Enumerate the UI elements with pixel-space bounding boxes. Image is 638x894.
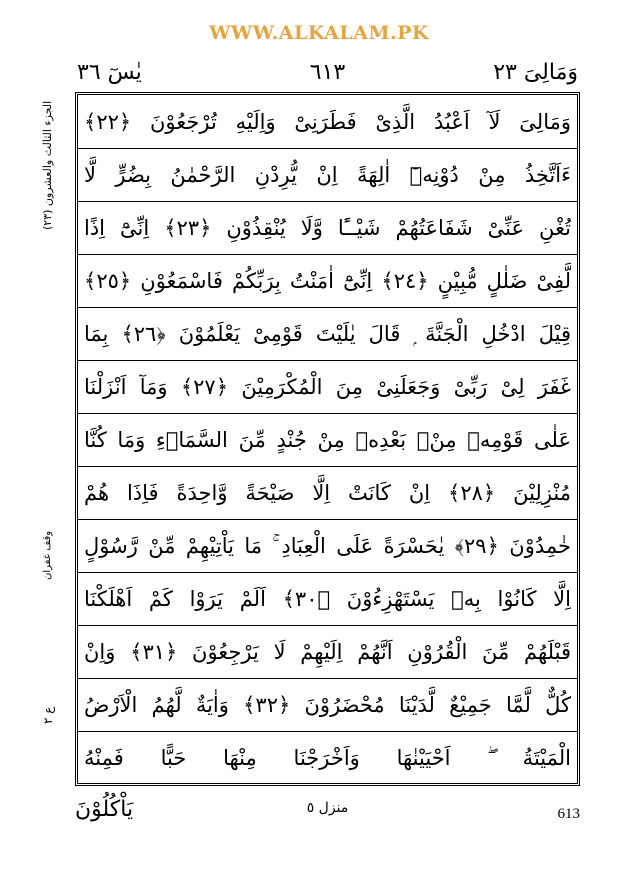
header-page-number: ٦١٣ — [309, 60, 346, 85]
text-line: الْمَیْتَةُ ۖ اَحْیَیْنٰهَا وَاَخْرَجْنَا مِنْهَا حَبًّا فَمِنْهُ — [84, 746, 571, 770]
quran-text-frame — [75, 92, 580, 786]
margin-ruku-mark: ع ٢ — [41, 706, 55, 724]
text-line: قِیْلَ ادْخُلِ الْجَنَّةَ ۭ قَالَ یٰلَیْتَ قَوْمِیْ يَعْلَمُوْنَ ﴿٢٦﴾ بِمَا — [84, 322, 571, 346]
text-line: قَبْلَهُمْ مِّنَ الْقُرُوْنِ اَنَّهُمْ اِلَیْهِمْ لَا یَرْجِعُوْنَ ﴿٣١﴾ وَاِنْ — [84, 640, 571, 664]
text-line: ءَاَتَّخِذُ مِنْ دُوْنِهٖٓ اٰلِهَةً اِنْ يُّرِدْنِ الرَّحْمٰنُ بِضُرٍّ لَّا — [84, 163, 571, 187]
site-url: WWW.ALKALAM.PK — [209, 22, 429, 44]
header-surah: يٰسٓ ٣٦ — [77, 60, 142, 85]
margin-juz-note: الجزء الثالث والعشرون (٢٣) — [41, 100, 54, 230]
text-line: لَّفِیْ ضَلٰلٍ مُّبِیْنٍ ﴿٢٤﴾ اِنِّیْٓ اٰمَنْتُ بِرَبِّكُمْ فَاسْمَعُوْنِ ﴿٢٥﴾ — [84, 269, 571, 293]
page-header — [75, 58, 580, 88]
text-line: كُلٌّ لَّمَّا جَمِیْعٌ لَّدَیْنَا مُحْضَرُوْنَ ﴿٣٢﴾ وَاٰیَةٌ لَّهُمُ الْاَرْضُ — [84, 693, 571, 717]
text-line: تُغْنِ عَنِّیْ شَفَاعَتُهُمْ شَیْــًٔا وَّلَا يُنْقِذُوْنِ ﴿٢٣﴾ اِنِّیْٓ اِذًا — [84, 216, 571, 240]
header-juz: وَمَالِیَ ٢٣ — [493, 60, 578, 85]
left-margin — [36, 70, 60, 770]
text-line: عَلٰی قَوْمِهٖ مِنْۢ بَعْدِهٖ مِنْ جُنْدٍ مِّنَ السَّمَاۗءِ وَمَا كُنَّا — [84, 428, 571, 452]
text-line: خٰمِدُوْنَ ﴿٢٩﴾ یٰحَسْرَةً عَلَی الْعِبَادِ ۚ مَا یَاْتِیْهِمْ مِّنْ رَّسُوْلٍ — [84, 534, 571, 558]
text-line: وَمَالِیَ لَآ اَعْبُدُ الَّذِیْ فَطَرَنِیْ وَاِلَیْهِ تُرْجَعُوْنَ ﴿٢٢﴾ — [84, 110, 571, 134]
text-line: مُنْزِلِیْنَ ﴿٢٨﴾ اِنْ كَانَتْ اِلَّا صَیْحَةً وَّاحِدَةً فَاِذَا هُمْ — [84, 481, 571, 505]
text-line: اِلَّا كَانُوْا بِهٖ یَسْتَهْزِءُوْنَ ﴿٣٠﴾ اَلَمْ یَرَوْا كَمْ اَهْلَكْنَا — [84, 587, 571, 611]
text-line: غَفَرَ لِیْ رَبِّیْ وَجَعَلَنِیْ مِنَ الْمُكْرَمِیْنَ ﴿٢٧﴾ وَمَآ اَنْزَلْنَا — [84, 375, 571, 399]
page-footer — [75, 790, 580, 830]
footer-page-number: 613 — [557, 806, 580, 822]
footer-manzil: منزل ٥ — [306, 800, 349, 816]
footer-catchword: یَاْكُلُوْنَ — [75, 797, 134, 822]
margin-waqf-note: وقف غفران — [42, 530, 53, 580]
